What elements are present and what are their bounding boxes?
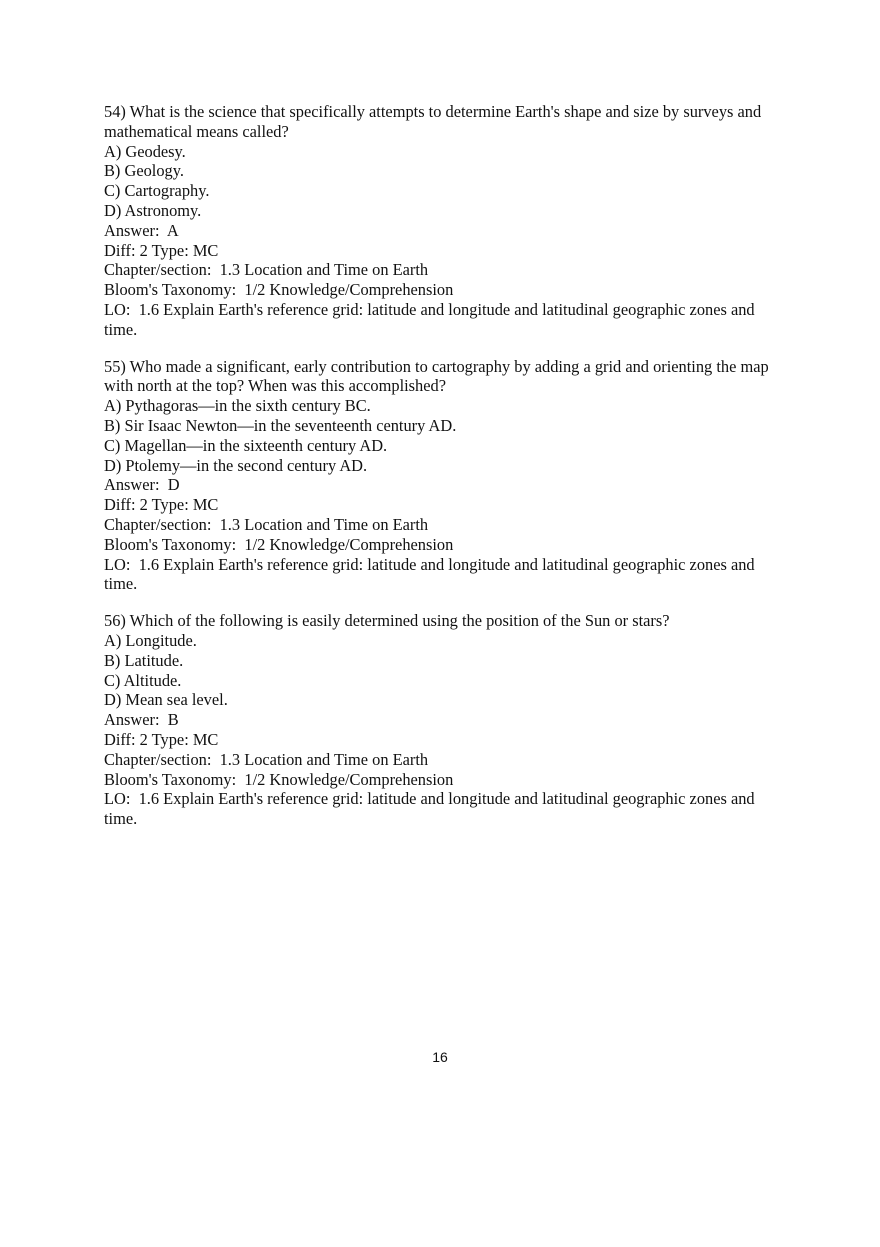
option-c: C) Magellan—in the sixteenth century AD.: [104, 435, 388, 455]
option-c: C) Altitude.: [104, 670, 182, 690]
chapter-section: Chapter/section: 1.3 Location and Time on Earth: [104, 514, 429, 534]
option-a: A) Pythagoras—in the sixth century BC.: [104, 396, 371, 416]
page-number: 16: [432, 1049, 448, 1065]
option-a: A) Longitude.: [104, 630, 197, 650]
chapter-section: Chapter/section: 1.3 Location and Time on Earth: [104, 749, 429, 769]
question-54: [104, 102, 784, 340]
question-list: [104, 102, 784, 846]
option-d: D) Ptolemy—in the second century AD.: [104, 455, 368, 475]
difficulty-type: Diff: 2 Type: MC: [104, 240, 219, 260]
blooms-taxonomy: Bloom's Taxonomy: 1/2 Knowledge/Comprehension: [104, 534, 454, 554]
option-b: B) Sir Isaac Newton—in the seventeenth century AD.: [104, 415, 457, 435]
difficulty-type: Diff: 2 Type: MC: [104, 729, 219, 749]
learning-objective: LO: 1.6 Explain Earth's reference grid: latitude and longitude and latitudinal geographic zones and time.: [104, 554, 759, 594]
question-stem: 55) Who made a significant, early contribution to cartography by adding a grid and orienting the map with north at the top? When was this accomplished?: [104, 356, 773, 396]
question-stem: 54) What is the science that specifically attempts to determine Earth's shape and size by surveys and mathematical means called?: [104, 102, 766, 141]
blooms-taxonomy: Bloom's Taxonomy: 1/2 Knowledge/Comprehension: [104, 769, 454, 789]
option-d: D) Astronomy.: [104, 200, 202, 220]
chapter-section: Chapter/section: 1.3 Location and Time on Earth: [104, 260, 429, 280]
question-stem: 56) Which of the following is easily determined using the position of the Sun or stars?: [104, 611, 670, 631]
question-56: [104, 611, 784, 829]
question-55: [104, 357, 784, 595]
option-b: B) Latitude.: [104, 650, 184, 670]
option-a: A) Geodesy.: [104, 141, 186, 161]
difficulty-type: Diff: 2 Type: MC: [104, 495, 219, 515]
learning-objective: LO: 1.6 Explain Earth's reference grid: latitude and longitude and latitudinal geographic zones and time.: [104, 299, 759, 339]
option-d: D) Mean sea level.: [104, 690, 228, 710]
blooms-taxonomy: Bloom's Taxonomy: 1/2 Knowledge/Comprehension: [104, 280, 454, 300]
answer: Answer: B: [104, 710, 179, 730]
answer: Answer: A: [104, 220, 179, 240]
option-b: B) Geology.: [104, 161, 184, 181]
learning-objective: LO: 1.6 Explain Earth's reference grid: latitude and longitude and latitudinal geographic zones and time.: [104, 789, 759, 829]
option-c: C) Cartography.: [104, 181, 210, 201]
answer: Answer: D: [104, 475, 180, 495]
